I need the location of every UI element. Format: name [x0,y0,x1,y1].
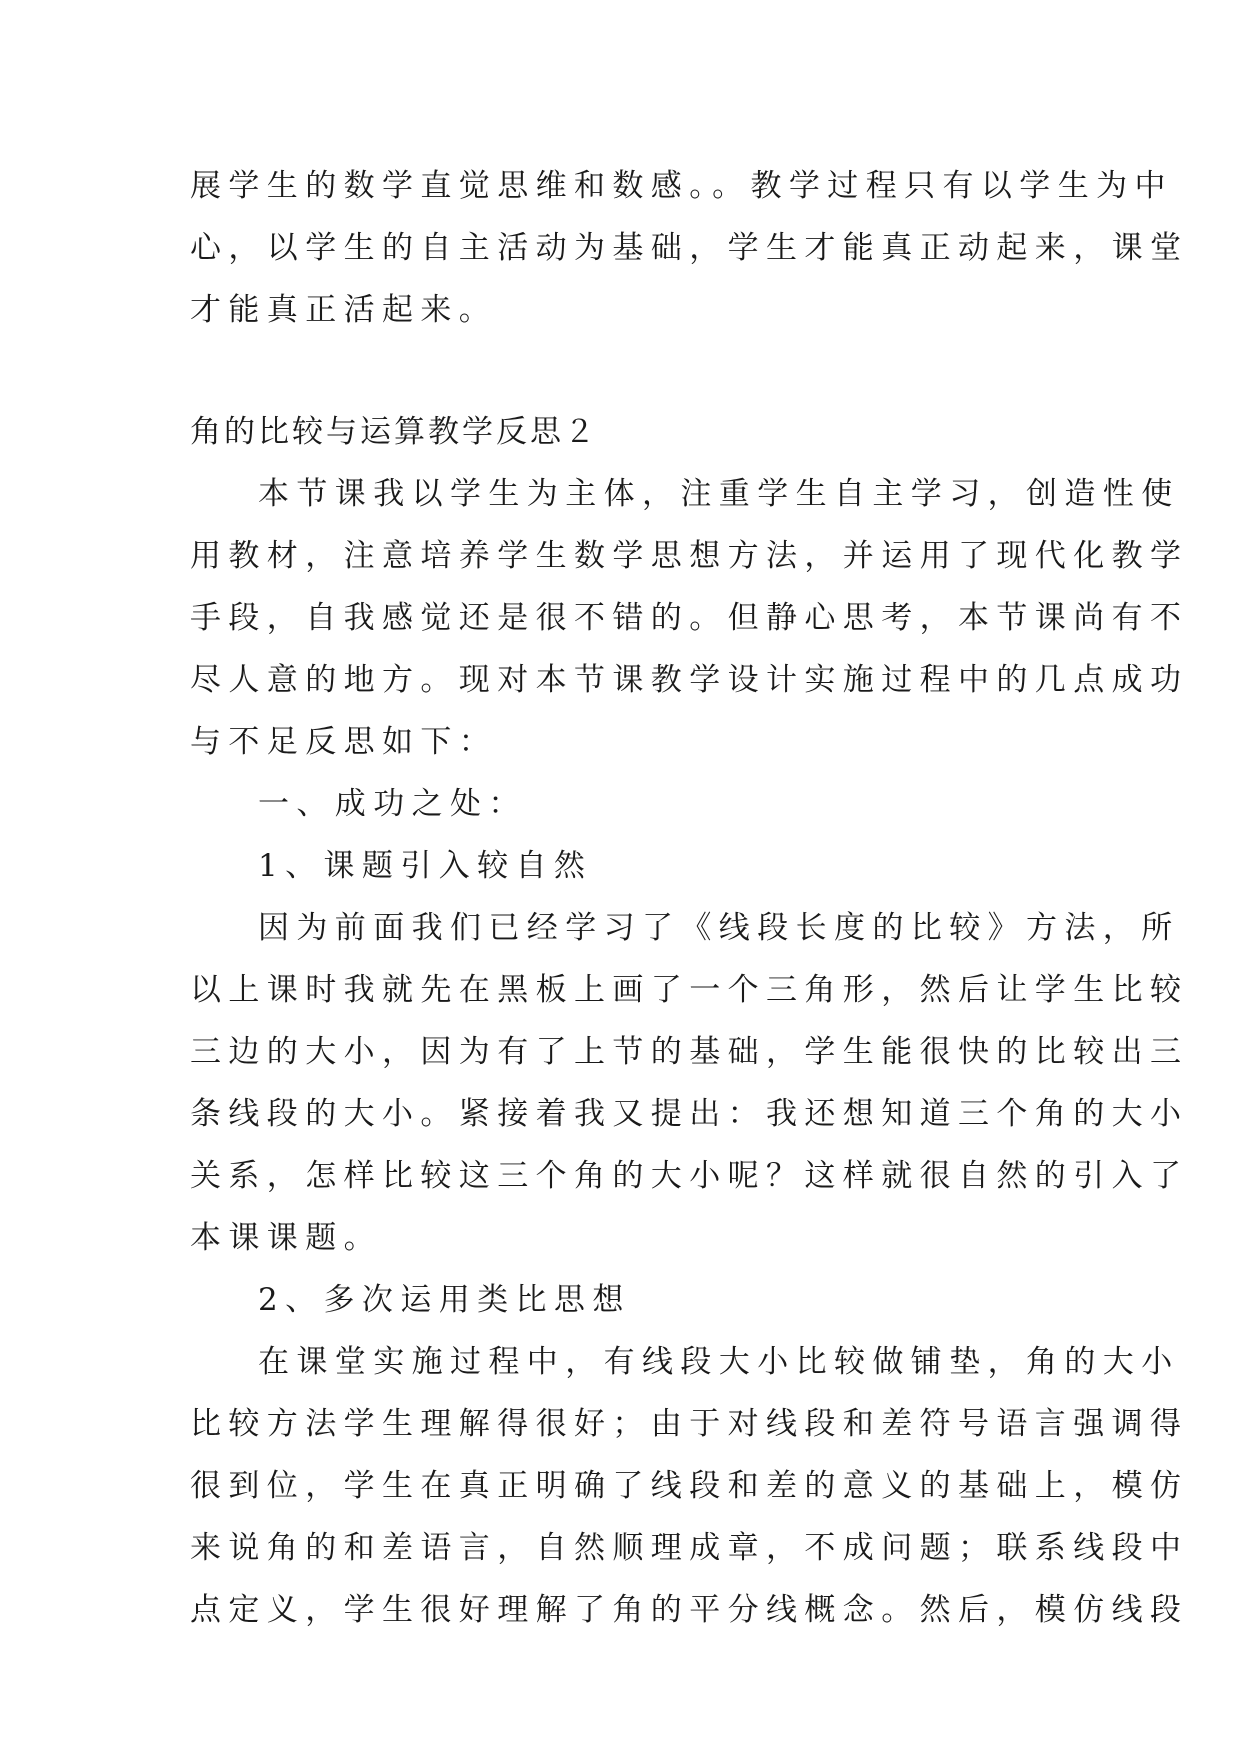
text-line: 展学生的数学直觉思维和数感。。教学过程只有以学生为中 [190,168,1173,204]
text-line: 来说角的和差语言，自然顺理成章，不成问题；联系线段中 [190,1530,1189,1566]
text-line: 关系，怎样比较这三个角的大小呢？这样就很自然的引入了 [190,1158,1189,1194]
text-line: 三边的大小，因为有了上节的基础，学生能很快的比较出三 [190,1034,1189,1070]
text-line: 以上课时我就先在黑板上画了一个三角形，然后让学生比较 [190,972,1189,1008]
text-line: 用教材，注意培养学生数学思想方法，并运用了现代化教学 [190,538,1189,574]
text-line: 很到位，学生在真正明确了线段和差的意义的基础上，模仿 [190,1468,1189,1504]
text-line: 手段，自我感觉还是很不错的。但静心思考，本节课尚有不 [190,600,1189,636]
subheading-success: 一、成功之处： [258,786,527,822]
text-line: 与不足反思如下： [190,724,498,760]
text-line: 才能真正活起来。 [190,292,498,328]
subheading-item-2: 2、多次运用类比思想 [258,1282,631,1318]
text-line: 本课课题。 [190,1220,382,1256]
subheading-item-1: 1、课题引入较自然 [258,848,593,884]
paragraph-first-line: 在课堂实施过程中，有线段大小比较做铺垫，角的大小 [258,1344,1180,1380]
paragraph-first-line: 本节课我以学生为主体，注重学生自主学习，创造性使 [258,476,1180,512]
section-heading: 角的比较与运算教学反思２ [190,414,598,450]
text-line: 心，以学生的自主活动为基础，学生才能真正动起来，课堂 [190,230,1189,266]
text-line: 尽人意的地方。现对本节课教学设计实施过程中的几点成功 [190,662,1189,698]
text-line: 比较方法学生理解得很好；由于对线段和差符号语言强调得 [190,1406,1189,1442]
text-line: 条线段的大小。紧接着我又提出：我还想知道三个角的大小 [190,1096,1189,1132]
text-line: 点定义，学生很好理解了角的平分线概念。然后，模仿线段 [190,1592,1189,1628]
paragraph-first-line: 因为前面我们已经学习了《线段长度的比较》方法，所 [258,910,1180,946]
